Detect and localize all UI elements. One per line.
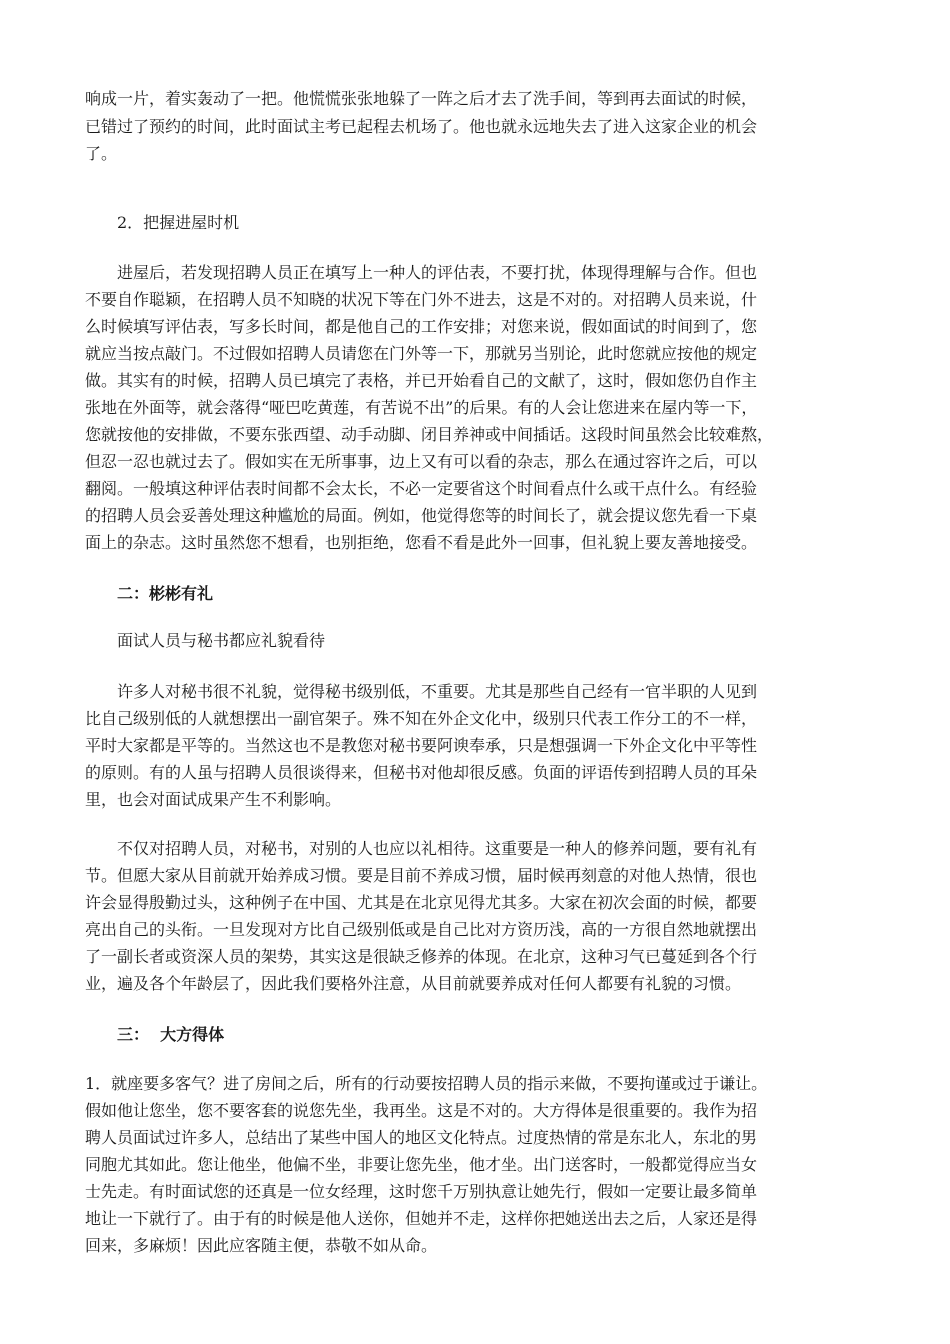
paragraph-line: 亮出自己的头衔。一旦发现对方比自己级别低或是自己比对方资历浅，高的一方很自然地就摆出: [85, 920, 758, 939]
paragraph-line: 节。但愿大家从目前就开始养成习惯。要是目前不养成习惯，届时候再刻意的对他人热情，很也: [85, 866, 758, 885]
paragraph-line: 平时大家都是平等的。当然这也不是教您对秘书要阿谀奉承，只是想强调一下外企文化中平等性: [85, 736, 758, 755]
paragraph-line: 翻阅。一般填这种评估表时间都不会太长，不必一定要省这个时间看点什么或干点什么。有经验: [85, 479, 758, 498]
paragraph-line: 么时候填写评估表，写多长时间，都是他自己的工作安排；对您来说，假如面试的时间到了，您: [85, 317, 758, 336]
paragraph-line: 做。其实有的时候，招聘人员已填完了表格，并已开始看自己的文献了，这时，假如您仍自作主: [85, 371, 758, 390]
paragraph-line: 面上的杂志。这时虽然您不想看，也别拒绝，您看不看是此外一回事，但礼貌上要友善地接受。: [85, 533, 758, 552]
subsection-title: 2．把握进屋时机: [117, 213, 240, 232]
paragraph-line: 已错过了预约的时间，此时面试主考已起程去机场了。他也就永远地失去了进入这家企业的机会: [85, 117, 758, 136]
paragraph-line: 许会显得殷勤过头，这种例子在中国、尤其是在北京见得尤其多。大家在初次会面的时候，都要: [85, 893, 758, 912]
paragraph-line: 比自己级别低的人就想摆出一副官架子。殊不知在外企文化中，级别只代表工作分工的不一样，: [85, 709, 758, 728]
section-title: 三： 大方得体: [117, 1025, 225, 1044]
paragraph-line: 同胞尤其如此。您让他坐，他偏不坐，非要让您先坐，他才坐。出门送客时，一般都觉得应当女: [85, 1155, 758, 1174]
paragraph-line: 假如他让您坐，您不要客套的说您先坐，我再坐。这是不对的。大方得体是很重要的。我作为招: [85, 1101, 758, 1120]
paragraph-line: 了一副长者或资深人员的架势，其实这是很缺乏修养的体现。在北京，这种习气已蔓延到各个行: [85, 947, 758, 966]
paragraph-line: 不要自作聪颖，在招聘人员不知晓的状况下等在门外不进去，这是不对的。对招聘人员来说，什: [85, 290, 758, 309]
section-subtitle: 面试人员与秘书都应礼貌看待: [117, 631, 326, 650]
paragraph-line: 您就按他的安排做，不要东张西望、动手动脚、闭目养神或中间插话。这段时间虽然会比较难熬，: [85, 425, 774, 444]
paragraph-line: 许多人对秘书很不礼貌，觉得秘书级别低，不重要。尤其是那些自己经有一官半职的人见到: [117, 682, 758, 701]
paragraph-line: 了。: [85, 144, 118, 163]
paragraph-line: 地让一下就行了。由于有的时候是他人送你，但她并不走，这样你把她送出去之后，人家还是得: [85, 1209, 758, 1228]
paragraph-line: 士先走。有时面试您的还真是一位女经理，这时您千万别执意让她先行，假如一定要让最多简单: [85, 1182, 758, 1201]
paragraph-line: 的原则。有的人虽与招聘人员很谈得来，但秘书对他却很反感。负面的评语传到招聘人员的耳朵: [85, 763, 758, 782]
paragraph-line: 里，也会对面试成果产生不利影响。: [85, 790, 342, 809]
paragraph-line: 业，遍及各个年龄层了，因此我们要格外注意，从目前就要养成对任何人都要有礼貌的习惯。: [85, 974, 742, 993]
paragraph-line: 的招聘人员会妥善处理这种尴尬的局面。例如，他觉得您等的时间长了，就会提议您先看一下桌: [85, 506, 758, 525]
paragraph-line: 聘人员面试过许多人，总结出了某些中国人的地区文化特点。过度热情的常是东北人，东北的男: [85, 1128, 758, 1147]
section-title: 二：彬彬有礼: [117, 584, 214, 603]
paragraph-line: 响成一片，着实轰动了一把。他慌慌张张地躲了一阵之后才去了洗手间，等到再去面试的时候，: [85, 89, 758, 108]
paragraph-line: 1．就座要多客气？进了房间之后，所有的行动要按招聘人员的指示来做，不要拘谨或过于谦让。: [85, 1074, 768, 1093]
paragraph-line: 张地在外面等，就会落得“哑巴吃黄莲，有苦说不出”的后果。有的人会让您进来在屋内等一下，: [85, 398, 758, 417]
paragraph-line: 不仅对招聘人员，对秘书，对别的人也应以礼相待。这重要是一种人的修养问题，要有礼有: [117, 839, 758, 858]
paragraph-line: 进屋后，若发现招聘人员正在填写上一种人的评估表，不要打扰，体现得理解与合作。但也: [117, 263, 758, 282]
paragraph-line: 回来，多麻烦！因此应客随主便，恭敬不如从命。: [85, 1236, 438, 1255]
paragraph-line: 但忍一忍也就过去了。假如实在无所事事，边上又有可以看的杂志，那么在通过容许之后，可以: [85, 452, 758, 471]
paragraph-line: 就应当按点敲门。不过假如招聘人员请您在门外等一下，那就另当别论，此时您就应按他的规定: [85, 344, 758, 363]
